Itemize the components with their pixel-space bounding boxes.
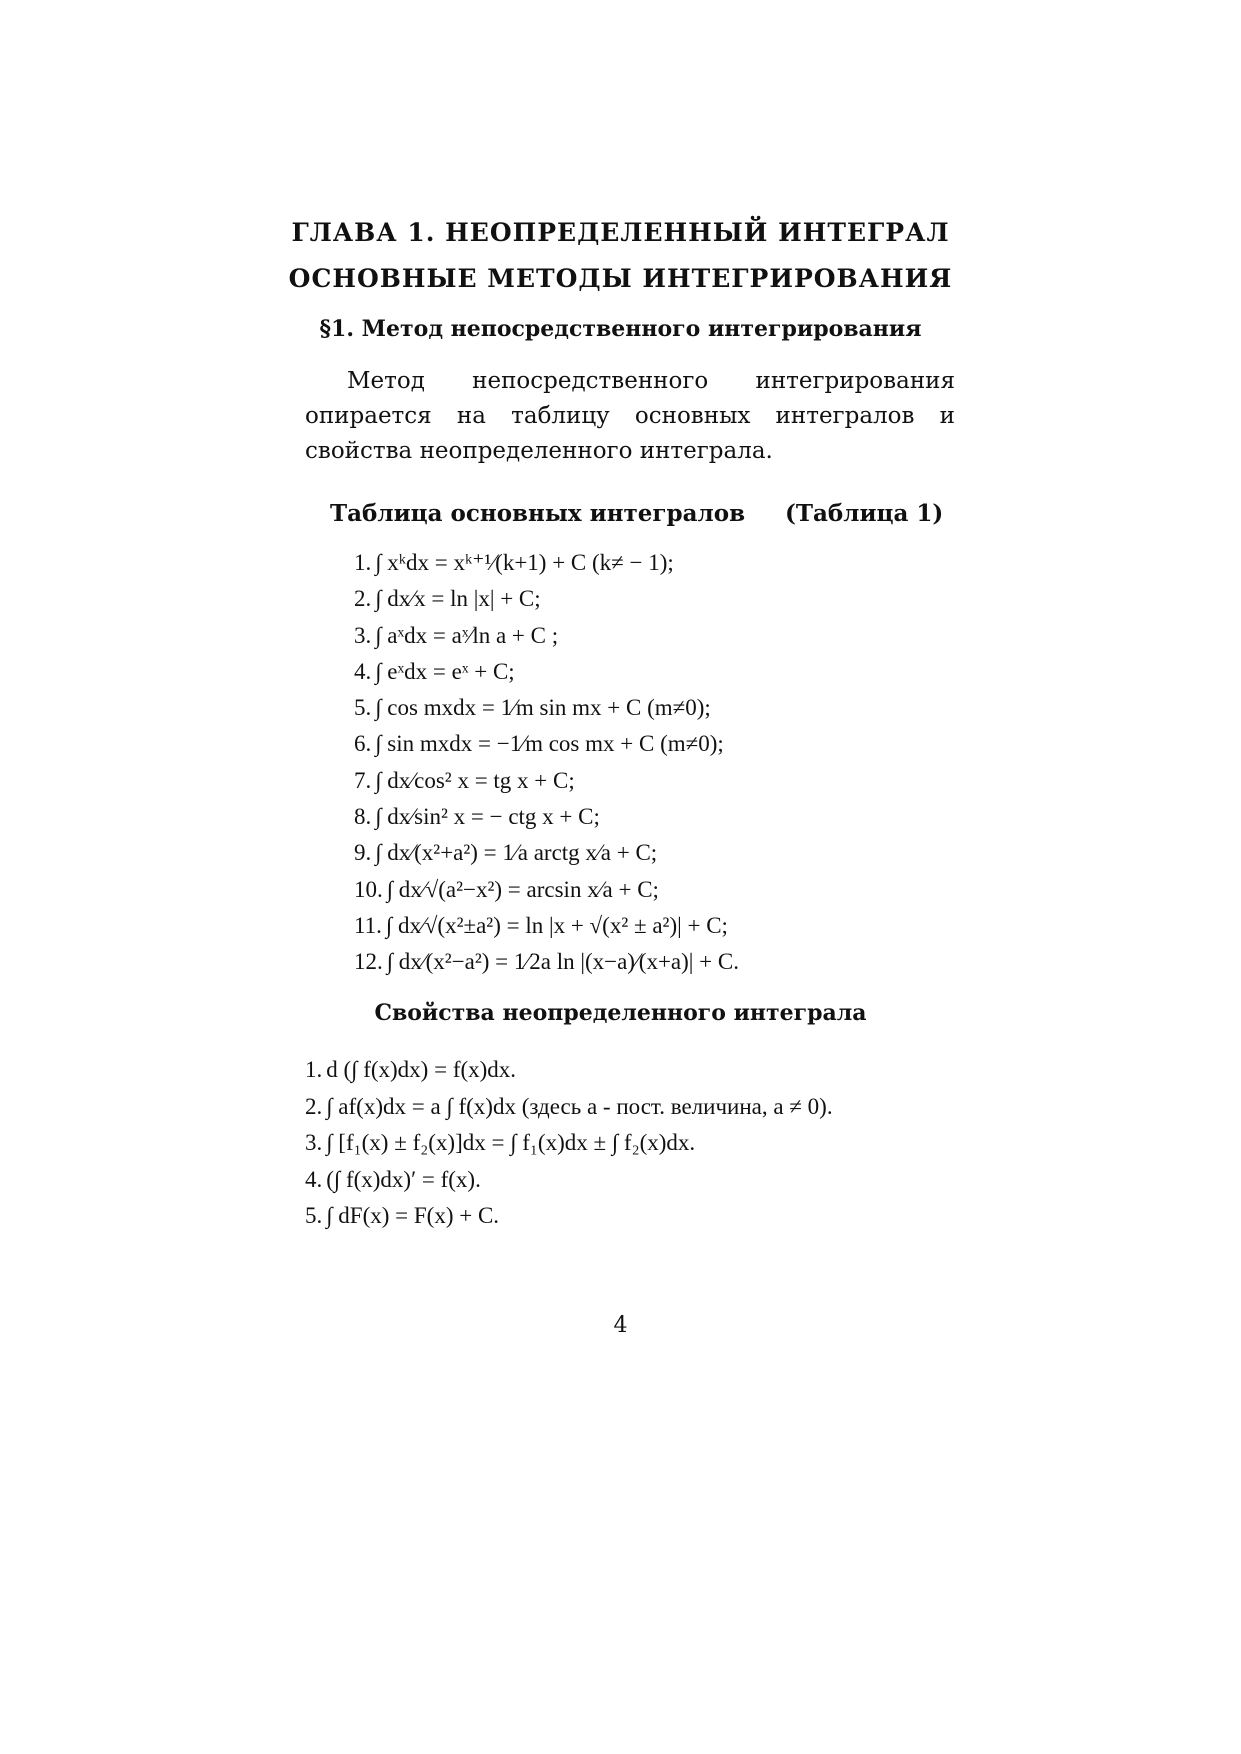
formula-text: ∫ dx⁄cos² x = tg x + C; bbox=[375, 767, 575, 793]
properties-list bbox=[305, 1052, 833, 1235]
section-title: §1. Метод непосредственного интегрирования bbox=[319, 316, 922, 342]
formula-item bbox=[354, 581, 739, 617]
formula-number: 5. bbox=[354, 695, 372, 721]
property-text: ∫ af(x)dx = a ∫ f(x)dx (здесь a - пост. величина, a ≠ 0). bbox=[326, 1093, 833, 1119]
intro-paragraph-text: Метод непосредственного интегрирования опирается на таблицу основных интегралов и свойства неопределенного интеграла. bbox=[305, 368, 955, 464]
formula-text: ∫ dx⁄x = ln |x| + C; bbox=[375, 586, 541, 612]
formula-text: ∫ sin mxdx = −1⁄m cos mx + C (m≠0); bbox=[375, 731, 724, 757]
formula-item bbox=[354, 654, 739, 690]
formula-number: 4. bbox=[354, 658, 372, 684]
formula-item bbox=[354, 835, 739, 871]
property-text: d (∫ f(x)dx) = f(x)dx. bbox=[326, 1057, 517, 1082]
property-number: 5. bbox=[305, 1203, 323, 1228]
formula-text: ∫ aˣdx = aˣ⁄ln a + C ; bbox=[375, 622, 559, 648]
page-number: 4 bbox=[613, 1313, 628, 1338]
formula-text: ∫ dx⁄(x²+a²) = 1⁄a arctg x⁄a + C; bbox=[375, 840, 658, 866]
formula-number: 8. bbox=[354, 804, 372, 830]
formula-number: 7. bbox=[354, 767, 372, 793]
formula-number: 6. bbox=[354, 731, 372, 757]
formula-text: ∫ dx⁄(x²−a²) = 1⁄2a ln |(x−a)⁄(x+a)| + C. bbox=[386, 949, 739, 975]
formula-number: 1. bbox=[354, 550, 372, 575]
formula-number: 10. bbox=[354, 876, 383, 902]
formula-item bbox=[354, 690, 739, 726]
property-number: 2. bbox=[305, 1093, 323, 1119]
formula-item bbox=[354, 545, 739, 581]
property-number: 3. bbox=[305, 1130, 323, 1155]
formula-item bbox=[354, 726, 739, 762]
formula-text: ∫ dx⁄sin² x = − ctg x + C; bbox=[375, 804, 600, 830]
formula-number: 3. bbox=[354, 622, 372, 648]
formula-text: ∫ cos mxdx = 1⁄m sin mx + C (m≠0); bbox=[375, 695, 711, 721]
property-item bbox=[305, 1052, 833, 1089]
formula-item bbox=[354, 763, 739, 799]
property-item bbox=[305, 1125, 833, 1162]
formula-number: 11. bbox=[354, 912, 382, 938]
formula-number: 12. bbox=[354, 949, 383, 975]
property-item bbox=[305, 1089, 833, 1126]
formula-text: ∫ dx⁄√(a²−x²) = arcsin x⁄a + C; bbox=[386, 876, 659, 902]
properties-heading: Свойства неопределенного интеграла bbox=[374, 1000, 867, 1026]
formula-text: ∫ dx⁄√(x²±a²) = ln |x + √(x² ± a²)| + C; bbox=[385, 912, 728, 938]
property-text: (∫ f(x)dx)′ = f(x). bbox=[326, 1166, 481, 1192]
property-item bbox=[305, 1198, 833, 1235]
formula-item bbox=[354, 618, 739, 654]
integral-table bbox=[354, 545, 739, 981]
formula-item bbox=[354, 944, 739, 980]
formula-number: 2. bbox=[354, 586, 372, 612]
table-heading: Таблица основных интегралов bbox=[330, 500, 746, 527]
intro-paragraph bbox=[305, 364, 955, 469]
formula-item bbox=[354, 908, 739, 944]
property-number: 4. bbox=[305, 1166, 323, 1192]
formula-text: ∫ xᵏdx = xᵏ⁺¹⁄(k+1) + C (k≠ − 1); bbox=[375, 550, 674, 575]
formula-item bbox=[354, 799, 739, 835]
formula-item bbox=[354, 872, 739, 908]
table-label: (Таблица 1) bbox=[785, 500, 944, 527]
chapter-subtitle: ОСНОВНЫЕ МЕТОДЫ ИНТЕГРИРОВАНИЯ bbox=[288, 264, 953, 293]
property-text: ∫ [f₁(x) ± f₂(x)]dx = ∫ f₁(x)dx ± ∫ f₂(x)dx. bbox=[326, 1130, 696, 1155]
property-number: 1. bbox=[305, 1057, 323, 1082]
property-text: ∫ dF(x) = F(x) + C. bbox=[326, 1203, 500, 1228]
chapter-title: ГЛАВА 1. НЕОПРЕДЕЛЕННЫЙ ИНТЕГРАЛ bbox=[291, 218, 950, 247]
formula-number: 9. bbox=[354, 840, 372, 866]
formula-text: ∫ eˣdx = eˣ + C; bbox=[375, 658, 515, 684]
property-item bbox=[305, 1162, 833, 1199]
